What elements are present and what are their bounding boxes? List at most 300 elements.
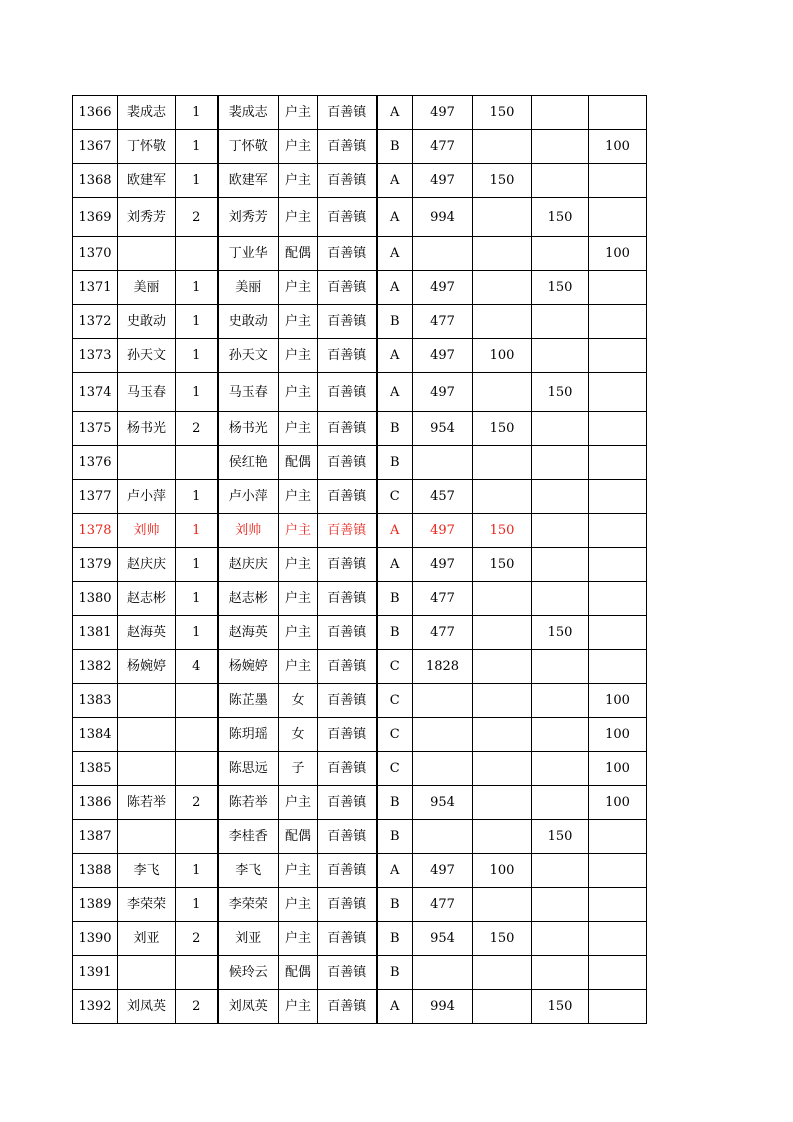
- household-table: [72, 95, 647, 1024]
- cell-subsidy-1: 150: [473, 164, 532, 198]
- cell-amount: 497: [413, 96, 473, 130]
- cell-subsidy-3: [589, 888, 647, 922]
- cell-member-name: 马玉春: [218, 373, 279, 412]
- cell-serial-number: 1371: [73, 271, 118, 305]
- cell-amount: 954: [413, 412, 473, 446]
- cell-grade: A: [377, 514, 413, 548]
- cell-serial-number: 1368: [73, 164, 118, 198]
- cell-household-count: 2: [176, 412, 218, 446]
- cell-town: 百善镇: [318, 198, 377, 237]
- cell-serial-number: 1370: [73, 237, 118, 271]
- cell-amount: 457: [413, 480, 473, 514]
- cell-household-name: 欧建军: [118, 164, 176, 198]
- cell-town: 百善镇: [318, 130, 377, 164]
- table-row: [73, 752, 647, 786]
- cell-member-name: 候玲云: [218, 956, 279, 990]
- cell-subsidy-3: [589, 922, 647, 956]
- cell-subsidy-2: [532, 96, 589, 130]
- cell-subsidy-1: 150: [473, 514, 532, 548]
- cell-relation: 户主: [279, 616, 318, 650]
- cell-household-name: 刘凤英: [118, 990, 176, 1024]
- cell-subsidy-1: 150: [473, 96, 532, 130]
- cell-subsidy-3: [589, 412, 647, 446]
- cell-relation: 配偶: [279, 956, 318, 990]
- cell-relation: 户主: [279, 922, 318, 956]
- cell-subsidy-3: [589, 271, 647, 305]
- cell-serial-number: 1366: [73, 96, 118, 130]
- cell-subsidy-2: [532, 548, 589, 582]
- cell-amount: 994: [413, 990, 473, 1024]
- cell-member-name: 欧建军: [218, 164, 279, 198]
- cell-amount: 497: [413, 548, 473, 582]
- table-row: [73, 373, 647, 412]
- cell-relation: 户主: [279, 548, 318, 582]
- cell-amount: 477: [413, 305, 473, 339]
- cell-subsidy-1: [473, 373, 532, 412]
- cell-household-count: 1: [176, 582, 218, 616]
- table-row: [73, 922, 647, 956]
- cell-member-name: 陈若举: [218, 786, 279, 820]
- cell-household-count: 1: [176, 130, 218, 164]
- cell-grade: A: [377, 198, 413, 237]
- cell-relation: 子: [279, 752, 318, 786]
- cell-member-name: 陈芷墨: [218, 684, 279, 718]
- cell-town: 百善镇: [318, 237, 377, 271]
- cell-town: 百善镇: [318, 339, 377, 373]
- table-row: [73, 514, 647, 548]
- cell-subsidy-2: 150: [532, 198, 589, 237]
- table-row: [73, 582, 647, 616]
- cell-grade: A: [377, 237, 413, 271]
- cell-town: 百善镇: [318, 412, 377, 446]
- cell-household-name: [118, 718, 176, 752]
- cell-relation: 户主: [279, 164, 318, 198]
- cell-household-name: 马玉春: [118, 373, 176, 412]
- table-row: [73, 854, 647, 888]
- cell-subsidy-1: [473, 684, 532, 718]
- cell-serial-number: 1367: [73, 130, 118, 164]
- cell-household-count: 1: [176, 164, 218, 198]
- cell-member-name: 杨婉婷: [218, 650, 279, 684]
- cell-member-name: 孙天文: [218, 339, 279, 373]
- cell-relation: 户主: [279, 305, 318, 339]
- table-row: [73, 130, 647, 164]
- cell-subsidy-2: [532, 650, 589, 684]
- cell-household-count: [176, 446, 218, 480]
- cell-relation: 配偶: [279, 446, 318, 480]
- cell-subsidy-2: [532, 305, 589, 339]
- cell-subsidy-1: 100: [473, 339, 532, 373]
- cell-member-name: 刘凤英: [218, 990, 279, 1024]
- cell-member-name: 丁业华: [218, 237, 279, 271]
- cell-serial-number: 1378: [73, 514, 118, 548]
- cell-serial-number: 1375: [73, 412, 118, 446]
- cell-grade: A: [377, 990, 413, 1024]
- cell-subsidy-3: 100: [589, 752, 647, 786]
- cell-member-name: 丁怀敬: [218, 130, 279, 164]
- cell-household-count: 1: [176, 305, 218, 339]
- cell-member-name: 杨书光: [218, 412, 279, 446]
- table-row: [73, 718, 647, 752]
- cell-amount: 477: [413, 888, 473, 922]
- cell-subsidy-3: [589, 198, 647, 237]
- cell-subsidy-3: [589, 548, 647, 582]
- cell-household-name: 卢小萍: [118, 480, 176, 514]
- cell-amount: 497: [413, 339, 473, 373]
- table-row: [73, 616, 647, 650]
- cell-town: 百善镇: [318, 820, 377, 854]
- cell-subsidy-2: [532, 752, 589, 786]
- cell-household-count: [176, 237, 218, 271]
- cell-household-name: [118, 752, 176, 786]
- cell-household-name: 史敢动: [118, 305, 176, 339]
- table-row: [73, 412, 647, 446]
- cell-subsidy-2: [532, 922, 589, 956]
- cell-subsidy-1: [473, 956, 532, 990]
- cell-grade: A: [377, 548, 413, 582]
- cell-household-name: 刘秀芳: [118, 198, 176, 237]
- cell-household-count: 1: [176, 373, 218, 412]
- cell-grade: B: [377, 786, 413, 820]
- cell-grade: B: [377, 412, 413, 446]
- cell-relation: 户主: [279, 786, 318, 820]
- cell-amount: 497: [413, 271, 473, 305]
- cell-amount: [413, 446, 473, 480]
- cell-member-name: 卢小萍: [218, 480, 279, 514]
- cell-serial-number: 1376: [73, 446, 118, 480]
- cell-member-name: 赵庆庆: [218, 548, 279, 582]
- cell-town: 百善镇: [318, 480, 377, 514]
- cell-relation: 户主: [279, 339, 318, 373]
- cell-subsidy-3: [589, 582, 647, 616]
- cell-relation: 户主: [279, 582, 318, 616]
- cell-household-name: 杨书光: [118, 412, 176, 446]
- cell-serial-number: 1379: [73, 548, 118, 582]
- cell-amount: 497: [413, 854, 473, 888]
- cell-relation: 户主: [279, 412, 318, 446]
- cell-subsidy-1: [473, 888, 532, 922]
- cell-relation: 配偶: [279, 820, 318, 854]
- cell-subsidy-1: [473, 752, 532, 786]
- cell-town: 百善镇: [318, 164, 377, 198]
- cell-serial-number: 1386: [73, 786, 118, 820]
- cell-household-count: [176, 820, 218, 854]
- cell-relation: 户主: [279, 480, 318, 514]
- cell-town: 百善镇: [318, 514, 377, 548]
- cell-amount: [413, 956, 473, 990]
- cell-subsidy-3: [589, 339, 647, 373]
- cell-household-name: 陈若举: [118, 786, 176, 820]
- table-row: [73, 271, 647, 305]
- cell-town: 百善镇: [318, 786, 377, 820]
- cell-household-count: 4: [176, 650, 218, 684]
- table-row: [73, 339, 647, 373]
- cell-town: 百善镇: [318, 990, 377, 1024]
- cell-subsidy-3: [589, 990, 647, 1024]
- cell-grade: B: [377, 888, 413, 922]
- cell-household-name: 丁怀敬: [118, 130, 176, 164]
- cell-subsidy-2: 150: [532, 616, 589, 650]
- cell-grade: C: [377, 650, 413, 684]
- cell-serial-number: 1387: [73, 820, 118, 854]
- cell-grade: B: [377, 820, 413, 854]
- cell-subsidy-1: [473, 305, 532, 339]
- cell-relation: 配偶: [279, 237, 318, 271]
- cell-subsidy-1: [473, 271, 532, 305]
- cell-member-name: 美丽: [218, 271, 279, 305]
- cell-grade: A: [377, 164, 413, 198]
- cell-subsidy-1: [473, 650, 532, 684]
- cell-subsidy-1: [473, 990, 532, 1024]
- cell-town: 百善镇: [318, 582, 377, 616]
- cell-subsidy-3: [589, 650, 647, 684]
- cell-subsidy-3: [589, 305, 647, 339]
- cell-household-count: 1: [176, 96, 218, 130]
- cell-subsidy-2: [532, 480, 589, 514]
- cell-serial-number: 1390: [73, 922, 118, 956]
- cell-serial-number: 1381: [73, 616, 118, 650]
- cell-grade: A: [377, 854, 413, 888]
- cell-subsidy-2: 150: [532, 373, 589, 412]
- cell-subsidy-3: 100: [589, 130, 647, 164]
- cell-household-count: 1: [176, 888, 218, 922]
- cell-household-count: [176, 956, 218, 990]
- cell-subsidy-1: [473, 582, 532, 616]
- cell-grade: B: [377, 446, 413, 480]
- cell-household-name: 孙天文: [118, 339, 176, 373]
- cell-member-name: 赵海英: [218, 616, 279, 650]
- cell-serial-number: 1392: [73, 990, 118, 1024]
- table-row: [73, 446, 647, 480]
- cell-subsidy-2: [532, 956, 589, 990]
- cell-subsidy-1: 150: [473, 922, 532, 956]
- cell-town: 百善镇: [318, 373, 377, 412]
- cell-grade: B: [377, 922, 413, 956]
- cell-household-name: 杨婉婷: [118, 650, 176, 684]
- cell-serial-number: 1388: [73, 854, 118, 888]
- cell-grade: C: [377, 718, 413, 752]
- cell-relation: 户主: [279, 854, 318, 888]
- cell-subsidy-2: [532, 718, 589, 752]
- cell-grade: A: [377, 271, 413, 305]
- cell-grade: B: [377, 616, 413, 650]
- cell-serial-number: 1385: [73, 752, 118, 786]
- cell-grade: B: [377, 305, 413, 339]
- cell-relation: 户主: [279, 888, 318, 922]
- cell-subsidy-3: 100: [589, 684, 647, 718]
- cell-town: 百善镇: [318, 888, 377, 922]
- cell-subsidy-2: [532, 888, 589, 922]
- cell-subsidy-3: 100: [589, 786, 647, 820]
- cell-town: 百善镇: [318, 548, 377, 582]
- cell-amount: 994: [413, 198, 473, 237]
- cell-household-name: [118, 684, 176, 718]
- cell-serial-number: 1369: [73, 198, 118, 237]
- cell-town: 百善镇: [318, 650, 377, 684]
- cell-member-name: 侯红艳: [218, 446, 279, 480]
- cell-subsidy-3: [589, 96, 647, 130]
- cell-grade: C: [377, 684, 413, 718]
- cell-subsidy-3: [589, 164, 647, 198]
- cell-relation: 户主: [279, 96, 318, 130]
- cell-household-name: 美丽: [118, 271, 176, 305]
- cell-household-count: 1: [176, 548, 218, 582]
- cell-subsidy-3: [589, 854, 647, 888]
- cell-household-count: 1: [176, 854, 218, 888]
- table-row: [73, 888, 647, 922]
- cell-subsidy-3: [589, 373, 647, 412]
- cell-subsidy-2: [532, 684, 589, 718]
- cell-member-name: 刘亚: [218, 922, 279, 956]
- table-body: [73, 96, 647, 1024]
- cell-member-name: 刘帅: [218, 514, 279, 548]
- table-row: [73, 164, 647, 198]
- cell-serial-number: 1382: [73, 650, 118, 684]
- cell-serial-number: 1389: [73, 888, 118, 922]
- cell-subsidy-1: [473, 786, 532, 820]
- cell-household-name: 刘帅: [118, 514, 176, 548]
- cell-subsidy-3: [589, 514, 647, 548]
- cell-grade: B: [377, 130, 413, 164]
- cell-amount: [413, 820, 473, 854]
- cell-household-count: 2: [176, 922, 218, 956]
- cell-household-count: 1: [176, 339, 218, 373]
- cell-member-name: 赵志彬: [218, 582, 279, 616]
- cell-amount: 477: [413, 582, 473, 616]
- cell-serial-number: 1374: [73, 373, 118, 412]
- cell-subsidy-3: 100: [589, 237, 647, 271]
- cell-amount: [413, 684, 473, 718]
- cell-relation: 户主: [279, 373, 318, 412]
- table-row: [73, 786, 647, 820]
- cell-member-name: 刘秀芳: [218, 198, 279, 237]
- cell-subsidy-1: [473, 130, 532, 164]
- cell-town: 百善镇: [318, 922, 377, 956]
- cell-subsidy-1: [473, 616, 532, 650]
- table-row: [73, 96, 647, 130]
- cell-subsidy-3: [589, 446, 647, 480]
- cell-subsidy-2: [532, 854, 589, 888]
- cell-subsidy-1: 150: [473, 548, 532, 582]
- cell-relation: 女: [279, 684, 318, 718]
- cell-household-name: [118, 237, 176, 271]
- cell-relation: 女: [279, 718, 318, 752]
- cell-subsidy-2: [532, 786, 589, 820]
- cell-town: 百善镇: [318, 271, 377, 305]
- cell-town: 百善镇: [318, 305, 377, 339]
- cell-household-count: 1: [176, 514, 218, 548]
- cell-amount: [413, 752, 473, 786]
- cell-household-count: [176, 684, 218, 718]
- cell-subsidy-2: [532, 237, 589, 271]
- table-row: [73, 480, 647, 514]
- cell-relation: 户主: [279, 271, 318, 305]
- cell-subsidy-2: 150: [532, 990, 589, 1024]
- cell-household-count: [176, 752, 218, 786]
- cell-subsidy-2: [532, 446, 589, 480]
- cell-serial-number: 1377: [73, 480, 118, 514]
- table-row: [73, 237, 647, 271]
- cell-subsidy-1: [473, 480, 532, 514]
- cell-subsidy-2: [532, 164, 589, 198]
- cell-household-name: [118, 446, 176, 480]
- cell-amount: 1828: [413, 650, 473, 684]
- cell-subsidy-3: [589, 820, 647, 854]
- cell-serial-number: 1384: [73, 718, 118, 752]
- cell-grade: C: [377, 480, 413, 514]
- cell-household-count: 2: [176, 198, 218, 237]
- cell-household-count: 2: [176, 990, 218, 1024]
- cell-grade: A: [377, 373, 413, 412]
- cell-member-name: 陈思远: [218, 752, 279, 786]
- cell-member-name: 李飞: [218, 854, 279, 888]
- cell-household-name: 赵海英: [118, 616, 176, 650]
- cell-town: 百善镇: [318, 96, 377, 130]
- cell-household-count: 2: [176, 786, 218, 820]
- cell-subsidy-2: 150: [532, 820, 589, 854]
- table-row: [73, 684, 647, 718]
- cell-town: 百善镇: [318, 854, 377, 888]
- table-row: [73, 956, 647, 990]
- cell-town: 百善镇: [318, 446, 377, 480]
- cell-subsidy-2: [532, 339, 589, 373]
- cell-amount: 477: [413, 130, 473, 164]
- cell-household-name: 裴成志: [118, 96, 176, 130]
- cell-town: 百善镇: [318, 752, 377, 786]
- cell-grade: B: [377, 582, 413, 616]
- cell-relation: 户主: [279, 198, 318, 237]
- cell-amount: 497: [413, 164, 473, 198]
- cell-grade: C: [377, 752, 413, 786]
- cell-serial-number: 1373: [73, 339, 118, 373]
- cell-grade: A: [377, 96, 413, 130]
- cell-amount: [413, 718, 473, 752]
- cell-member-name: 裴成志: [218, 96, 279, 130]
- cell-household-count: 1: [176, 271, 218, 305]
- cell-grade: A: [377, 339, 413, 373]
- cell-household-name: 赵志彬: [118, 582, 176, 616]
- cell-serial-number: 1391: [73, 956, 118, 990]
- cell-subsidy-3: [589, 616, 647, 650]
- cell-subsidy-2: [532, 412, 589, 446]
- cell-household-name: 刘亚: [118, 922, 176, 956]
- cell-subsidy-1: 100: [473, 854, 532, 888]
- cell-subsidy-1: [473, 718, 532, 752]
- cell-amount: 497: [413, 373, 473, 412]
- cell-serial-number: 1372: [73, 305, 118, 339]
- cell-subsidy-3: [589, 956, 647, 990]
- cell-household-count: 1: [176, 616, 218, 650]
- cell-member-name: 史敢动: [218, 305, 279, 339]
- cell-subsidy-1: [473, 446, 532, 480]
- table-row: [73, 820, 647, 854]
- cell-household-count: [176, 718, 218, 752]
- cell-town: 百善镇: [318, 616, 377, 650]
- cell-serial-number: 1380: [73, 582, 118, 616]
- table-row: [73, 305, 647, 339]
- table-row: [73, 198, 647, 237]
- cell-amount: 497: [413, 514, 473, 548]
- cell-household-name: [118, 956, 176, 990]
- cell-household-count: 1: [176, 480, 218, 514]
- cell-subsidy-1: [473, 820, 532, 854]
- cell-member-name: 李荣荣: [218, 888, 279, 922]
- cell-subsidy-3: [589, 480, 647, 514]
- cell-subsidy-2: [532, 130, 589, 164]
- cell-subsidy-1: [473, 237, 532, 271]
- cell-subsidy-2: [532, 582, 589, 616]
- cell-subsidy-2: [532, 514, 589, 548]
